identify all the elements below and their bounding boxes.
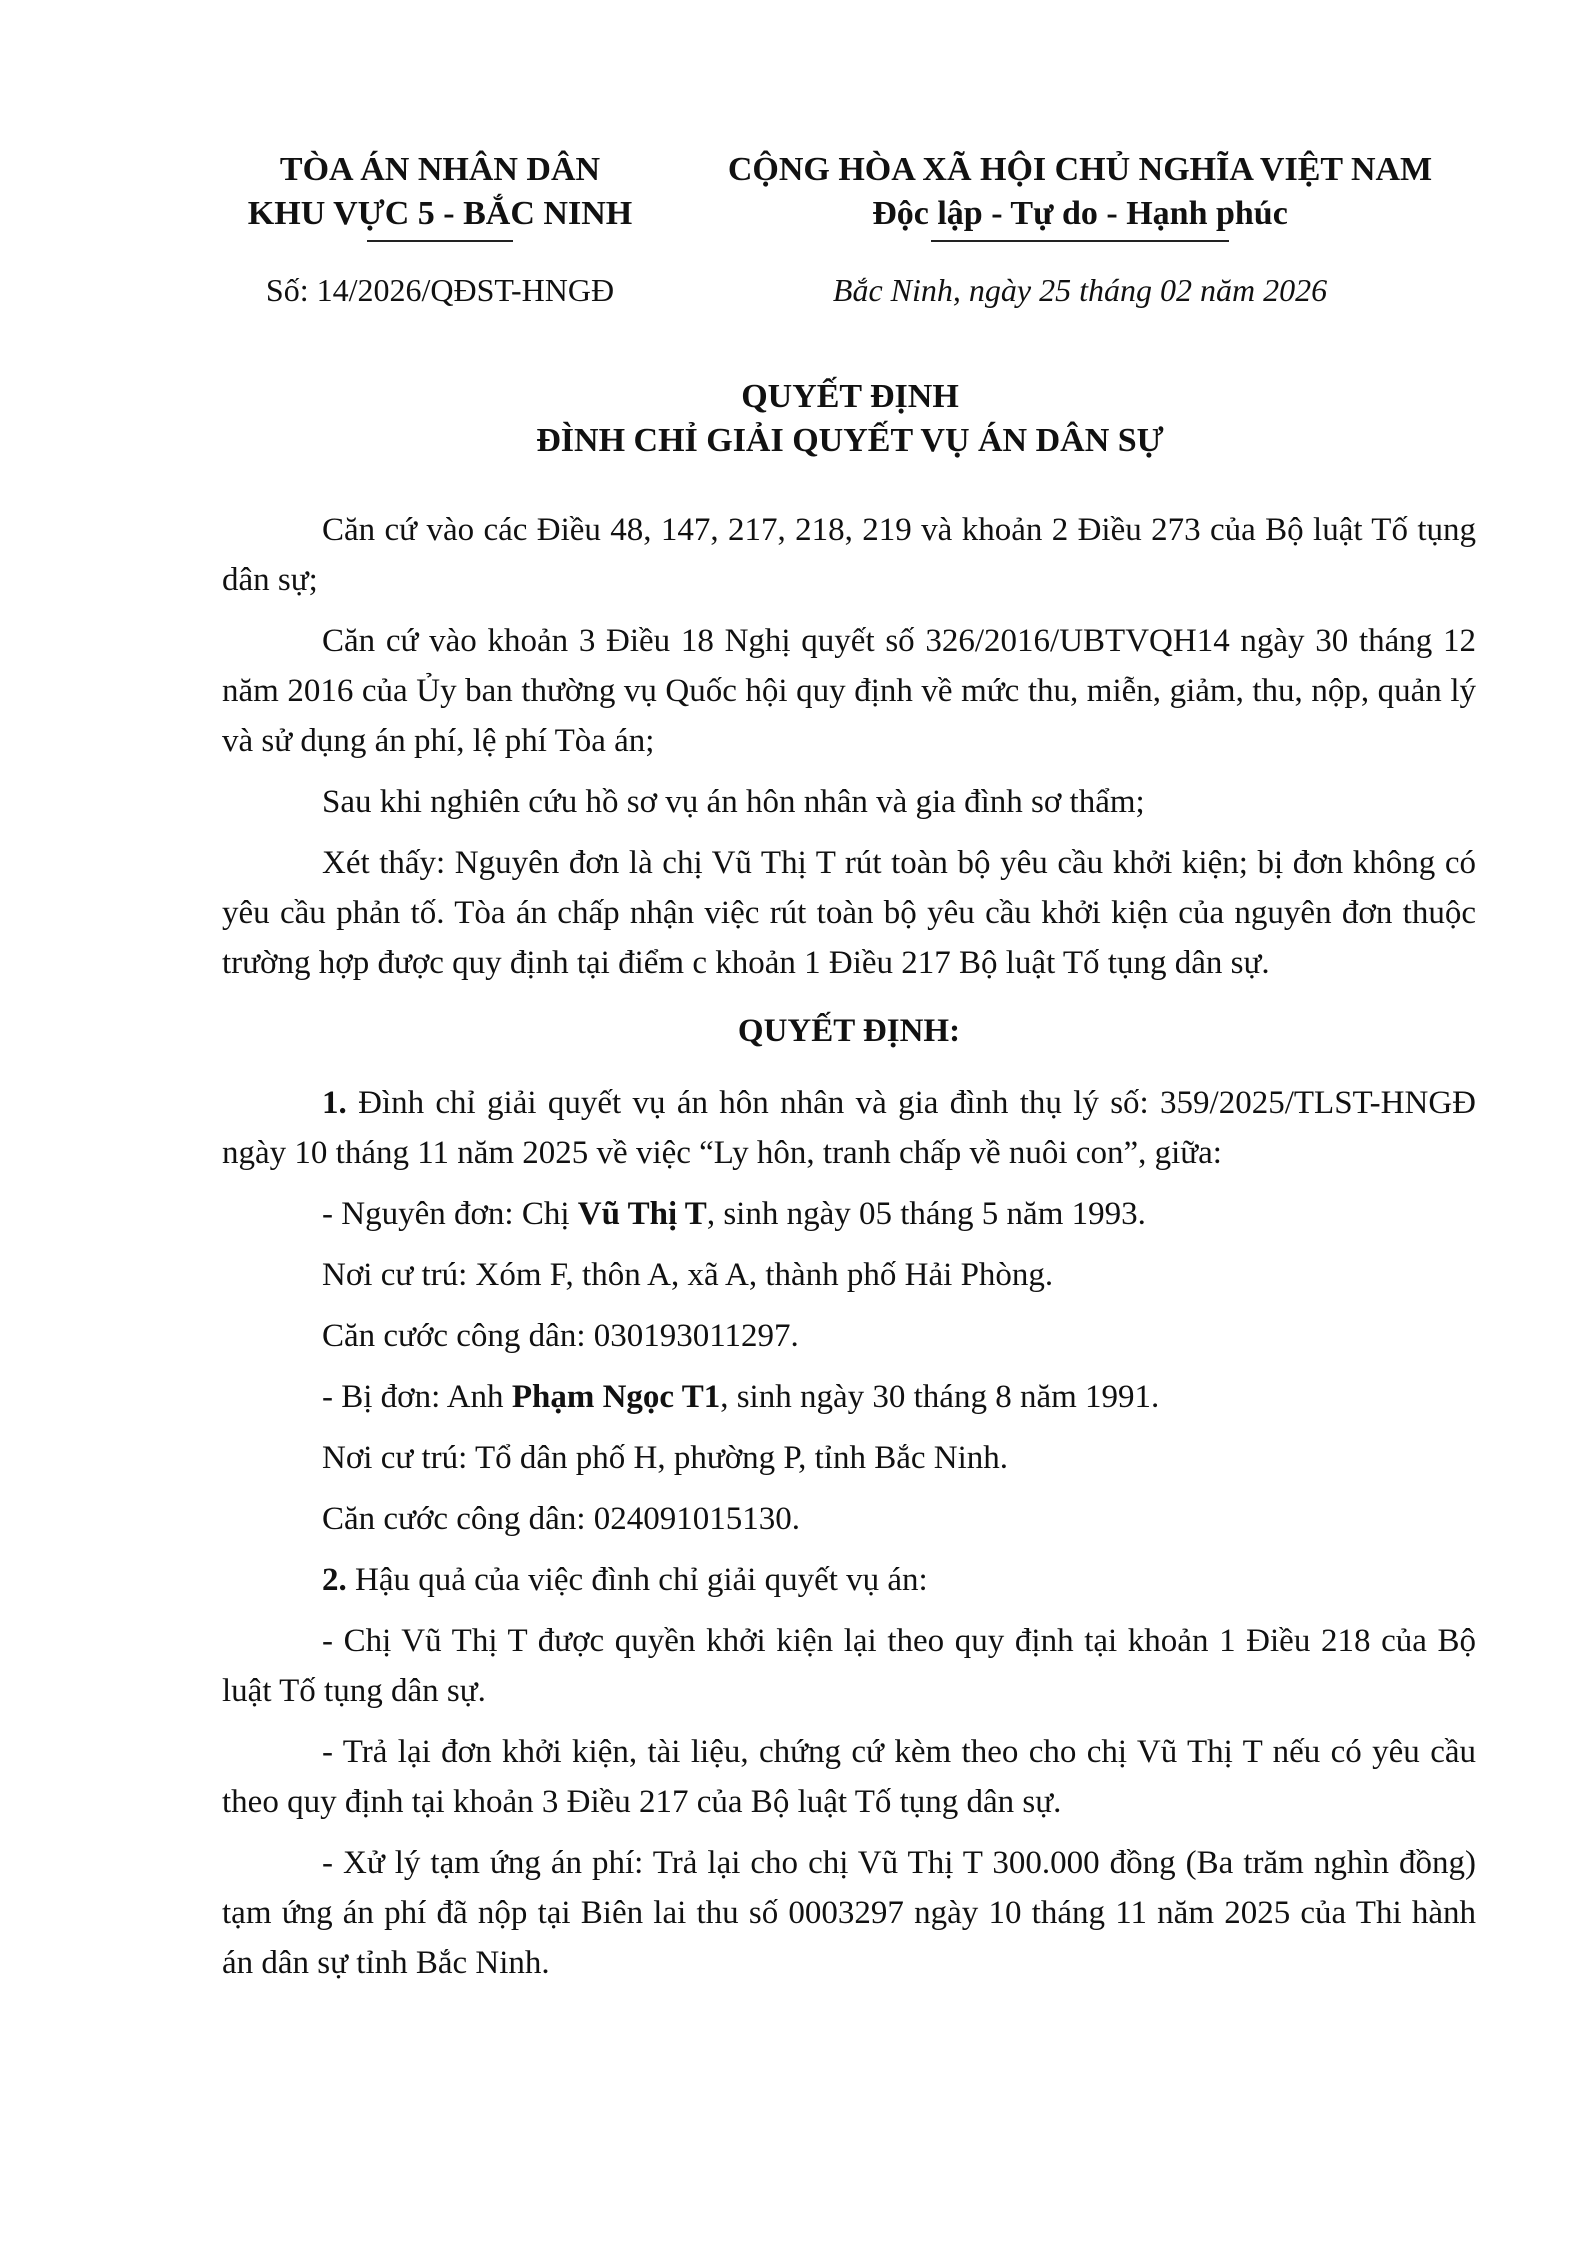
document-number: Số: 14/2026/QĐST-HNGĐ (265, 272, 615, 308)
preamble-paragraph: Căn cứ vào các Điều 48, 147, 217, 218, 219 và khoản 2 Điều 273 của Bộ luật Tố tụng dân sự; (222, 512, 1476, 598)
consequence-point: - Trả lại đơn khởi kiện, tài liệu, chứng cứ kèm theo cho chị Vũ Thị T nếu có yêu cầu theo quy định tại khoản 3 Điều 217 của Bộ luật Tố tụng dân sự. (222, 1734, 1476, 1820)
nation-header (700, 148, 1460, 242)
document-title (230, 375, 1470, 463)
title-line-2: ĐÌNH CHỈ GIẢI QUYẾT VỤ ÁN DÂN SỰ (536, 422, 1164, 459)
plaintiff-line (222, 1189, 1476, 1239)
defendant-name: Phạm Ngọc T1 (511, 1379, 721, 1415)
defendant-birth: , sinh ngày 30 tháng 8 năm 1991. (720, 1379, 1160, 1415)
court-header (230, 148, 650, 242)
defendant-prefix: - Bị đơn: Anh (322, 1379, 512, 1415)
plaintiff-birth: , sinh ngày 05 tháng 5 năm 1993. (706, 1196, 1146, 1232)
defendant-residence: Nơi cư trú: Tổ dân phố H, phường P, tỉnh Bắc Ninh. (322, 1440, 1009, 1476)
preamble-paragraph: Sau khi nghiên cứu hồ sơ vụ án hôn nhân và gia đình sơ thẩm; (322, 784, 1145, 820)
plaintiff-name: Vũ Thị T (577, 1196, 707, 1232)
consequence-point: - Chị Vũ Thị T được quyền khởi kiện lại theo quy định tại khoản 1 Điều 218 của Bộ luật Tố tụng dân sự. (222, 1623, 1476, 1709)
title-line-1: QUYẾT ĐỊNH (741, 378, 959, 415)
document-body (222, 505, 1476, 1999)
court-underline (367, 240, 513, 242)
defendant-id: Căn cước công dân: 024091015130. (322, 1501, 801, 1537)
place-date: Bắc Ninh, ngày 25 tháng 02 năm 2026 (832, 272, 1328, 308)
decision-item-2 (222, 1555, 1476, 1605)
motto-underline (931, 240, 1229, 242)
item-number: 1. (322, 1085, 347, 1121)
item-number: 2. (322, 1562, 347, 1598)
plaintiff-id: Căn cước công dân: 030193011297. (322, 1318, 799, 1354)
item-text: Đình chỉ giải quyết vụ án hôn nhân và gia đình thụ lý số: 359/2025/TLST-HNGĐ ngày 10 tháng 11 năm 2025 về việc “Ly hôn, tranh chấp về nuôi con”, giữa: (222, 1085, 1476, 1171)
item-text: Hậu quả của việc đình chỉ giải quyết vụ án: (346, 1562, 928, 1598)
nation-motto: Độc lập - Tự do - Hạnh phúc (872, 195, 1288, 232)
plaintiff-prefix: - Nguyên đơn: Chị (322, 1196, 578, 1232)
preamble-paragraph: Xét thấy: Nguyên đơn là chị Vũ Thị T rút toàn bộ yêu cầu khởi kiện; bị đơn không có yêu cầu phản tố. Tòa án chấp nhận việc rút toàn bộ yêu cầu khởi kiện của nguyên đơn thuộc trường hợp được quy định tại điểm c khoản 1 Điều 217 Bộ luật Tố tụng dân sự. (222, 845, 1476, 981)
decision-heading: QUYẾT ĐỊNH: (737, 1013, 961, 1049)
decision-item-1 (222, 1078, 1476, 1178)
defendant-line (222, 1372, 1476, 1422)
consequence-point: - Xử lý tạm ứng án phí: Trả lại cho chị Vũ Thị T 300.000 đồng (Ba trăm nghìn đồng) tạm ứng án phí đã nộp tại Biên lai thu số 0003297 ngày 10 tháng 11 năm 2025 của Thi hành án dân sự tỉnh Bắc Ninh. (222, 1845, 1476, 1981)
plaintiff-residence: Nơi cư trú: Xóm F, thôn A, xã A, thành phố Hải Phòng. (322, 1257, 1054, 1293)
preamble-paragraph: Căn cứ vào khoản 3 Điều 18 Nghị quyết số 326/2016/UBTVQH14 ngày 30 tháng 12 năm 2016 của Ủy ban thường vụ Quốc hội quy định về mức thu, miễn, giảm, thu, nộp, quản lý và sử dụng án phí, lệ phí Tòa án; (222, 623, 1476, 759)
court-name: TÒA ÁN NHÂN DÂN (279, 151, 601, 188)
nation-name: CỘNG HÒA XÃ HỘI CHỦ NGHĨA VIỆT NAM (727, 151, 1433, 188)
court-region: KHU VỰC 5 - BẮC NINH (247, 195, 633, 232)
